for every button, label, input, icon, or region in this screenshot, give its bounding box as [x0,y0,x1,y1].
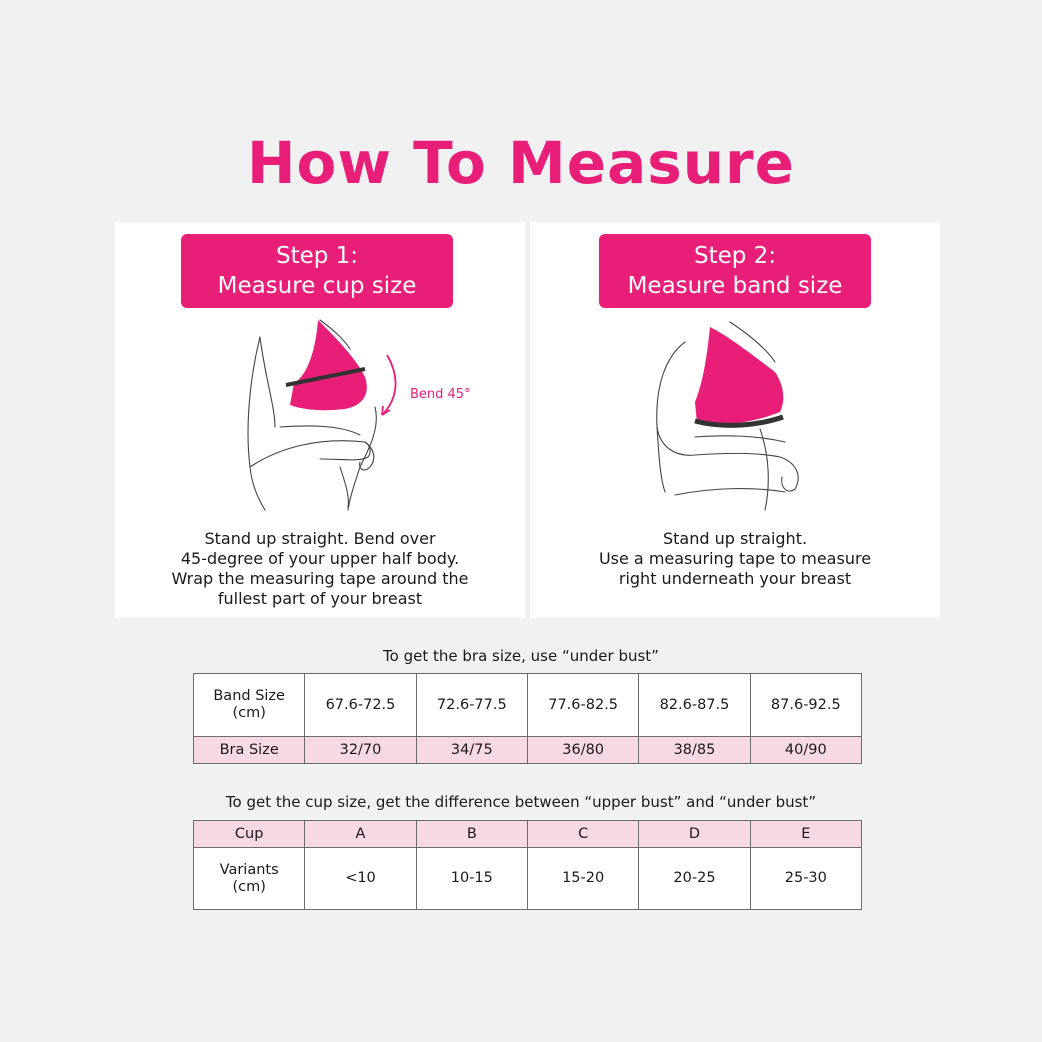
band-measure-illustration [635,317,835,512]
step2-panel [530,222,940,618]
step1-panel [115,222,525,618]
band-size-table [193,673,862,764]
step1-description [115,529,525,609]
cup-cell: A [305,821,416,848]
band-size-header-line1: Band Size [213,688,285,704]
cup-table-caption: To get the cup size, get the difference between “upper bust” and “under bust” [225,793,817,811]
step2-badge-line1: Step 2: [693,243,777,269]
variant-cell: 10-15 [416,848,527,910]
band-size-cell: 87.6-92.5 [750,674,861,737]
variants-label-line1: Variants [219,861,279,878]
band-size-cell: 82.6-87.5 [639,674,750,737]
step1-badge-line2: Measure cup size [217,273,417,299]
bend-measure-illustration [220,317,420,512]
page-title: How To Measure [246,129,795,197]
band-size-cell: 72.6-77.5 [416,674,527,737]
bra-size-cell: 36/80 [527,737,638,764]
band-size-cell: 67.6-72.5 [305,674,416,737]
variants-label-line2: (cm) [232,878,266,895]
step2-description [530,529,940,589]
step2-badge-line2: Measure band size [627,273,843,299]
variant-cell: 15-20 [527,848,638,910]
band-size-header [194,674,305,737]
step1-badge-line1: Step 1: [275,243,359,269]
cup-cell: E [750,821,861,848]
variant-cell: 25-30 [750,848,861,910]
band-table-caption: To get the bra size, use “under bust” [383,647,659,665]
cup-header-label: Cup [194,821,305,848]
step1-desc-line: Stand up straight. Bend over [204,529,436,548]
bra-size-cell: 38/85 [639,737,750,764]
table-row [194,821,862,848]
step2-desc-line: Stand up straight. [662,529,808,548]
step2-desc-line: right underneath your breast [618,569,852,588]
variant-cell: 20-25 [639,848,750,910]
bra-size-cell: 32/70 [305,737,416,764]
step1-desc-line: fullest part of your breast [217,589,423,608]
cup-cell: D [639,821,750,848]
table-row [194,848,862,910]
step2-badge [599,234,871,308]
step1-badge [181,234,453,308]
bra-size-label: Bra Size [194,737,305,764]
variant-cell: <10 [305,848,416,910]
step1-desc-line: 45-degree of your upper half body. [180,549,460,568]
table-row [194,674,862,737]
step2-desc-line: Use a measuring tape to measure [598,549,872,568]
cup-cell: B [416,821,527,848]
table-row [194,737,862,764]
step1-desc-line: Wrap the measuring tape around the [171,569,469,588]
band-size-header-line2: (cm) [232,705,266,721]
band-size-cell: 77.6-82.5 [527,674,638,737]
bra-size-cell: 40/90 [750,737,861,764]
bra-size-cell: 34/75 [416,737,527,764]
variants-label [194,848,305,910]
bend-label: Bend 45° [410,387,471,402]
cup-size-table [193,820,862,910]
cup-cell: C [527,821,638,848]
